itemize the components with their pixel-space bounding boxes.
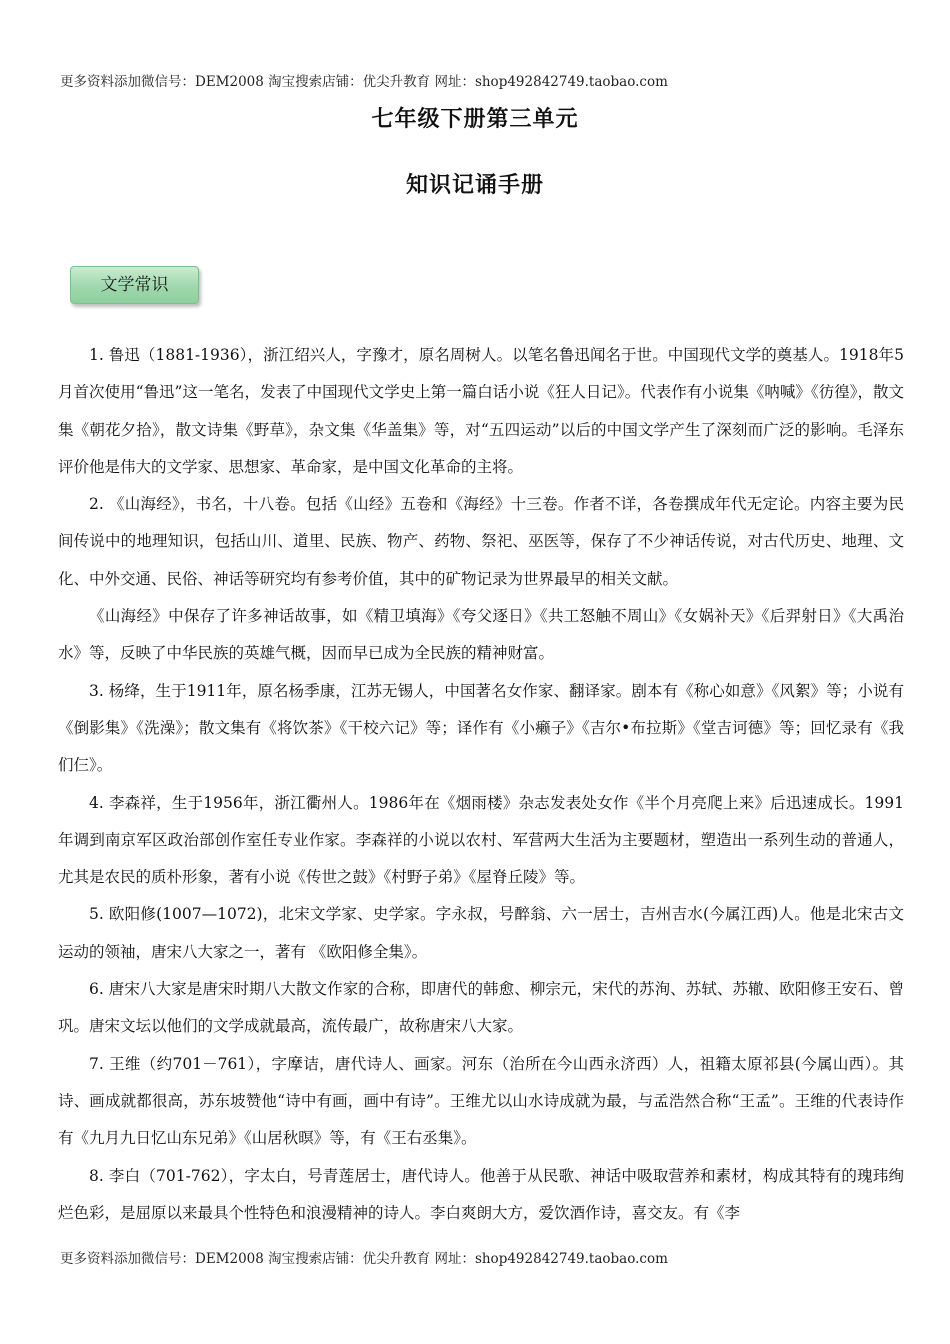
paragraph-li-senxiang: 4. 李森祥，生于1956年，浙江衢州人。1986年在《烟雨楼》杂志发表处女作《半个月亮爬上来》后迅速成长。1991年调到南京军区政治部创作室任专业作家。李森祥的小说以农村、军营两大生活为主要题材，塑造出一系列生动的普通人，尤其是农民的质朴形象，著有小说《传世之鼓》《村野子弟》《屋脊丘陵》等。 (58, 793, 904, 887)
page-header-ad: 更多资料添加微信号：DEM2008 淘宝搜索店铺：优尖升教育 网址：shop492842749.taobao.com (60, 74, 668, 90)
paragraph-lu-xun: 1. 鲁迅（1881-1936），浙江绍兴人，字豫才，原名周树人。以笔名鲁迅闻名于世。中国现代文学的奠基人。1918年5月首次使用“鲁迅”这一笔名，发表了中国现代文学史上第一篇白话小说《狂人日记》。代表作有小说集《呐喊》《彷徨》，散文集《朝花夕拾》，散文诗集《野草》，杂文集《华盖集》等，对“五四运动”以后的中国文学产生了深刻而广泛的影响。毛泽东评价他是伟大的文学家、思想家、革命家，是中国文化革命的主将。 (58, 346, 904, 476)
paragraph-shanhaijing-myths: 《山海经》中保存了许多神话故事，如《精卫填海》《夸父逐日》《共工怒触不周山》《女娲补天》《后羿射日》《大禹治水》等，反映了中华民族的英雄气概，因而早已成为全民族的精神财富。 (58, 607, 904, 663)
section-badge-literature: 文学常识 (70, 266, 199, 304)
paragraph-yang-jiang: 3. 杨绛，生于1911年，原名杨季康，江苏无锡人，中国著名女作家、翻译家。剧本有《称心如意》《风絮》等；小说有《倒影集》《洗澡》；散文集有《将饮茶》《干校六记》等；译作有《小癞子》《吉尔•布拉斯》《堂吉诃德》等；回忆录有《我们仨》。 (58, 681, 904, 775)
page-footer-ad: 更多资料添加微信号：DEM2008 淘宝搜索店铺：优尖升教育 网址：shop492842749.taobao.com (60, 1251, 668, 1267)
document-subtitle: 知识记诵手册 (405, 172, 544, 198)
paragraph-li-bai: 8. 李白（701-762），字太白，号青莲居士，唐代诗人。他善于从民歌、神话中吸取营养和素材，构成其特有的瑰玮绚烂色彩，是屈原以来最具个性特色和浪漫精神的诗人。李白爽朗大方，爱饮酒作诗，喜交友。有《李 (58, 1166, 904, 1222)
paragraph-tang-song-masters: 6. 唐宋八大家是唐宋时期八大散文作家的合称，即唐代的韩愈、柳宗元，宋代的苏洵、苏轼、苏辙、欧阳修王安石、曾巩。唐宋文坛以他们的文学成就最高，流传最广，故称唐宋八大家。 (58, 980, 904, 1036)
paragraph-ouyang-xiu: 5. 欧阳修(1007—1072)，北宋文学家、史学家。字永叔，号醉翁、六一居士，吉州吉水(今属江西)人。他是北宋古文运动的领袖，唐宋八大家之一，著有 《欧阳修全集》。 (58, 905, 904, 961)
document-body (58, 337, 904, 1232)
paragraph-shanhaijing: 2. 《山海经》，书名，十八卷。包括《山经》五卷和《海经》十三卷。作者不详，各卷撰成年代无定论。内容主要为民间传说中的地理知识，包括山川、道里、民族、物产、药物、祭祀、巫医等，保存了不少神话传说，对古代历史、地理、文化、中外交通、民俗、神话等研究均有参考价值，其中的矿物记录为世界最早的相关文献。 (58, 495, 904, 588)
paragraph-wang-wei: 7. 王维（约701－761），字摩诘，唐代诗人、画家。河东（治所在今山西永济西）人，祖籍太原祁县(今属山西）。其诗、画成就都很高，苏东坡赞他“诗中有画，画中有诗”。王维尤以山水诗成就为最，与孟浩然合称“王孟”。王维的代表诗作有《九月九日忆山东兄弟》《山居秋暝》等，有《王右丞集》。 (58, 1054, 904, 1148)
document-title: 七年级下册第三单元 (371, 106, 579, 132)
